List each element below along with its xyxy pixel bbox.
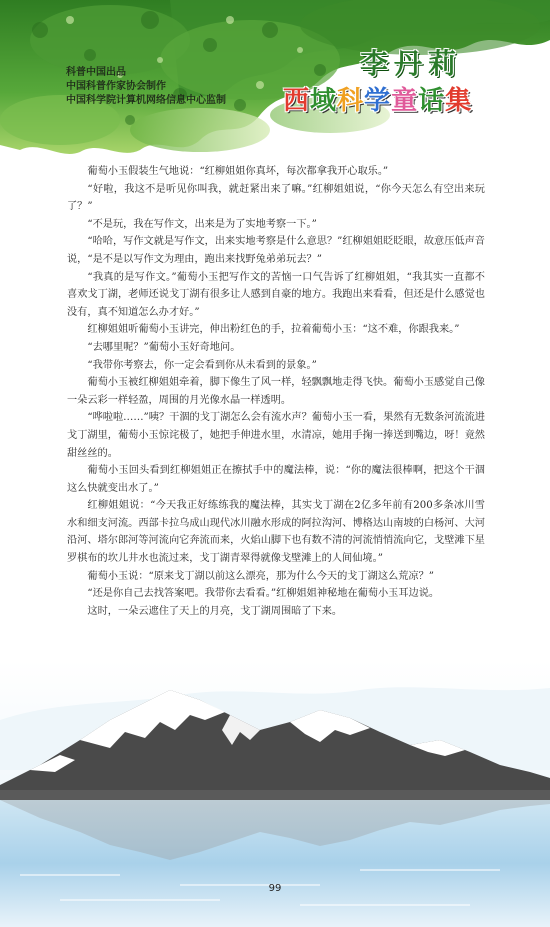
story-paragraph: 红柳姐姐听葡萄小玉讲完，伸出粉红色的手，拉着葡萄小玉：“这不难，你跟我来。”	[87, 324, 460, 336]
story-paragraph: “还是你自己去找答案吧。我带你去看看。”红柳姐姐神秘地在葡萄小玉耳边说。	[87, 588, 440, 600]
series-title-char: 西	[283, 86, 311, 116]
story-paragraph: “去哪里呢？”葡萄小玉好奇地问。	[87, 341, 241, 353]
series-title-char: 话	[418, 86, 446, 116]
story-paragraph: “我带你考察去，你一定会看到你从未看到的景象。”	[87, 359, 317, 371]
series-title-char: 童	[391, 86, 419, 116]
story-paragraph: “好啦，我这不是听见你叫我，就赶紧出来了嘛。”红柳姐姐说，“你今天怎么有空出来玩了？”	[67, 183, 485, 213]
series-title-char: 学	[364, 86, 392, 116]
story-paragraph: 这时，一朵云遮住了天上的月亮，戈丁湖周围暗了下来。	[87, 605, 343, 617]
story-paragraph: “不是玩，我在写作文，出来是为了实地考察一下。”	[87, 218, 317, 230]
publisher-credits	[66, 66, 226, 108]
story-paragraph: “哈哈，写作文就是写作文，出来实地考察是什么意思？”红柳姐姐眨眨眼，故意压低声音说，“是不是以写作文为理由，跑出来找野兔弟弟玩去？”	[67, 236, 485, 265]
series-title-char: 域	[310, 86, 338, 116]
story-paragraph: 葡萄小玉被红柳姐姐牵着，脚下像生了风一样，轻飘飘地走得飞快。葡萄小玉感觉自己像一朵云彩一样轻盈，周围的月光像水晶一样透明。	[67, 377, 485, 406]
series-author: 李丹莉	[360, 47, 463, 80]
story-paragraph: “哗啦啦……”咦？干涸的戈丁湖怎么会有流水声？葡萄小玉一看，果然有无数条河流流进戈丁湖里，葡萄小玉惊诧极了，她把手伸进水里，水清凉，她用手掬一捧送到嘴边，呀！竟然甜丝丝的。	[67, 412, 485, 459]
series-title	[283, 80, 472, 117]
story-body	[67, 163, 485, 620]
page-number: 99	[268, 883, 282, 894]
story-paragraph: “我真的是写作文。”葡萄小玉把写作文的苦恼一口气告诉了红柳姐姐，“我其实一直都不喜欢戈丁湖，老师还说戈丁湖有很多让人感到自豪的地方。我跑出来看看，但还是什么感觉也没有，真不知道怎么办才好。”	[67, 271, 485, 318]
story-paragraph: 葡萄小玉回头看到红柳姐姐正在擦拭手中的魔法棒，说：“你的魔法很棒啊，把这个干涸这么快就变出水了。”	[67, 465, 485, 494]
story-paragraph: 葡萄小玉说：“原来戈丁湖以前这么漂亮，那为什么今天的戈丁湖这么荒凉？”	[87, 570, 434, 582]
series-title-char: 集	[445, 86, 473, 116]
credit-line-producer: 科普中国出品	[66, 67, 126, 78]
story-paragraph: 红柳姐姐说：“今天我正好练练我的魔法棒，其实戈丁湖在2亿多年前有200多条冰川雪水和细支河流。西部卡拉乌成山现代冰川融水形成的阿拉沟河、博格达山南坡的白杨河、大河沿河、塔尔郎河等河流向它奔流而来，火焰山脚下也有数不清的河流悄悄流向它，戈壁滩下星罗棋布的坎儿井水也流过来，戈丁湖青翠得就像戈壁滩上的人间仙境。”	[67, 500, 485, 565]
credit-line-maker: 中国科普作家协会制作	[66, 81, 166, 92]
series-title-char: 科	[337, 86, 365, 116]
story-paragraph: 葡萄小玉假装生气地说：“红柳姐姐你真坏，每次都拿我开心取乐。”	[87, 166, 389, 177]
credit-line-supervisor: 中国科学院计算机网络信息中心监制	[66, 95, 226, 106]
